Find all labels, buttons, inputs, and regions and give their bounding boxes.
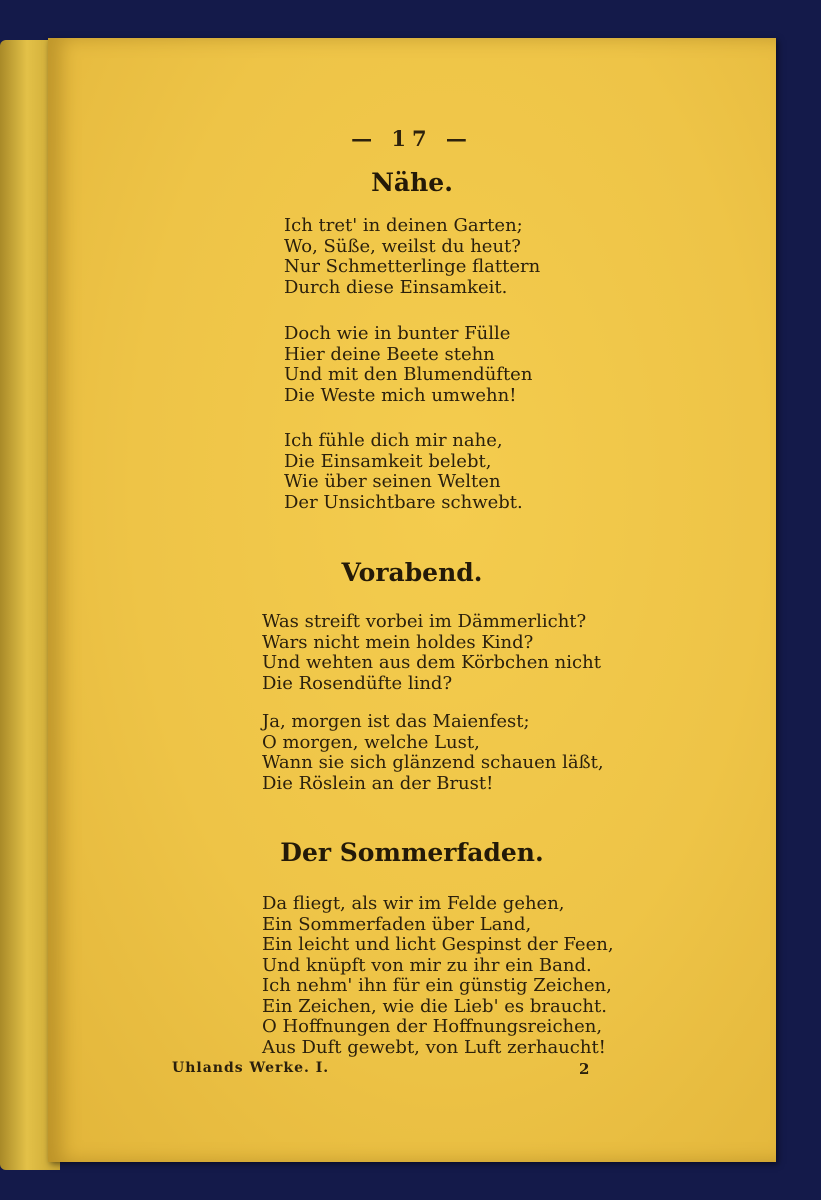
poem-line: Wars nicht mein holdes Kind? <box>262 631 534 653</box>
footer-sheet-number: 2 <box>579 1060 590 1078</box>
poem-line: Da fliegt, als wir im Felde gehen, <box>262 893 565 914</box>
poem-stanza <box>262 894 614 1058</box>
poem-stanza <box>284 324 532 406</box>
poem-line: Die Einsamkeit belebt, <box>284 450 492 472</box>
poem-line: Ich tret' in deinen Garten; <box>284 215 523 236</box>
poem-line: Hier deine Beete stehn <box>284 343 495 365</box>
poem-stanza <box>262 612 601 694</box>
poem-line: Und mit den Blumendüften <box>284 364 533 385</box>
poem-line: O morgen, welche Lust, <box>262 731 480 753</box>
poem-line: Und wehten aus dem Körbchen nicht <box>262 652 601 673</box>
poem-line: Ich fühle dich mir nahe, <box>284 430 503 451</box>
poem-line: Ein Sommerfaden über Land, <box>262 913 532 935</box>
poem-line: Durch diese Einsamkeit. <box>284 276 508 298</box>
poem-line: Ein leicht und licht Gespinst der Feen, <box>262 934 614 955</box>
poem-stanza <box>284 431 523 513</box>
poem-line: O Hoffnungen der Hoffnungsreichen, <box>262 1016 603 1037</box>
poem-title-naehe: Nähe. <box>371 168 453 197</box>
poem-line: Was streift vorbei im Dämmerlicht? <box>262 611 587 632</box>
poem-line: Die Röslein an der Brust! <box>262 772 494 794</box>
poem-line: Wann sie sich glänzend schauen läßt, <box>262 752 604 773</box>
poem-line: Ein Zeichen, wie die Lieb' es braucht. <box>262 995 607 1017</box>
poem-line: Nur Schmetterlinge flattern <box>284 256 541 277</box>
poem-line: Doch wie in bunter Fülle <box>284 323 511 344</box>
poem-line: Und knüpft von mir zu ihr ein Band. <box>262 954 592 976</box>
poem-line: Ja, morgen ist das Maienfest; <box>262 711 530 732</box>
poem-line: Die Weste mich umwehn! <box>284 384 517 406</box>
book-page <box>48 38 776 1162</box>
poem-line: Wo, Süße, weilst du heut? <box>284 235 521 257</box>
poem-title-sommerfaden: Der Sommerfaden. <box>280 838 544 867</box>
page-number: — 17 — <box>351 126 473 151</box>
poem-line: Der Unsichtbare schwebt. <box>284 491 523 513</box>
footer-signature: Uhlands Werke. I. <box>172 1060 330 1076</box>
poem-line: Die Rosendüfte lind? <box>262 672 453 694</box>
poem-line: Ich nehm' ihn für ein günstig Zeichen, <box>262 975 612 996</box>
poem-stanza <box>262 712 604 794</box>
poem-stanza <box>284 216 540 298</box>
poem-line: Aus Duft gewebt, von Luft zerhaucht! <box>262 1036 606 1058</box>
poem-line: Wie über seinen Welten <box>284 471 501 492</box>
poem-title-vorabend: Vorabend. <box>341 558 483 587</box>
